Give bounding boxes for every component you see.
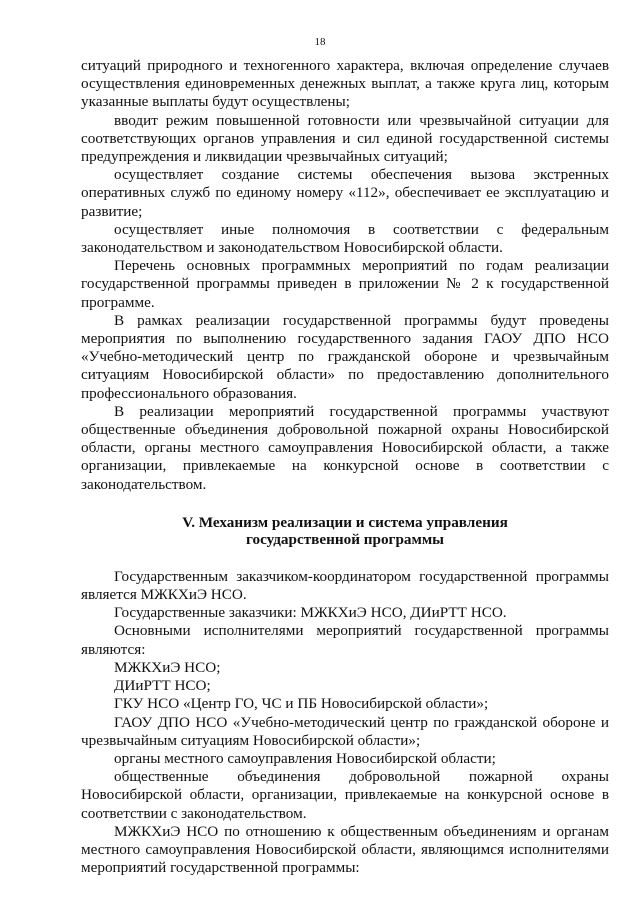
paragraph: ГАОУ ДПО НСО «Учебно-методический центр по гражданской обороне и чрезвычайным ситуациям Новосибирской области»; xyxy=(81,713,609,749)
page-number: 18 xyxy=(314,36,326,48)
paragraph: ДИиРТТ НСО; xyxy=(114,677,211,695)
paragraph: Государственные заказчики: МЖКХиЭ НСО, ДИиРТТ НСО. xyxy=(114,604,507,622)
paragraph: ситуаций природного и техногенного характера, включая определение случаев осуществления единовременных денежных выплат, а также круга лиц, которым указанные выплаты будут осуществлены; xyxy=(81,57,609,111)
section-heading xyxy=(81,514,609,548)
paragraph: Государственным заказчиком-координатором государственной программы является МЖКХиЭ НСО. xyxy=(81,567,609,604)
paragraphs-bottom xyxy=(81,568,609,877)
section-heading-line-2: государственной программы xyxy=(245,530,445,548)
paragraph: МЖКХиЭ НСО по отношению к общественным объединениям и органам местного самоуправления Новосибирской области, являющимся исполнителями мероприятий государственной программы: xyxy=(81,822,609,877)
paragraph: Перечень основных программных мероприятий по годам реализации государственной программы приведен в приложении № 2 к государственной программе. xyxy=(81,257,609,311)
paragraph: вводит режим повышенной готовности или чрезвычайной ситуации для соответствующих органов управления и сил единой государственной системы предупреждения и ликвидации чрезвычайных ситуаций; xyxy=(81,111,609,166)
paragraphs-top xyxy=(81,57,609,494)
paragraph: общественные объединения добровольной пожарной охраны Новосибирской области, организации, привлекаемые на конкурсной основе в соответствии с законодательством. xyxy=(81,768,609,822)
paragraph: ГКУ НСО «Центр ГО, ЧС и ПБ Новосибирской области»; xyxy=(114,695,489,713)
paragraph: осуществляет иные полномочия в соответствии с федеральным законодательством и законодательством Новосибирской области. xyxy=(81,220,609,257)
paragraph: осуществляет создание системы обеспечения вызова экстренных оперативных служб по единому номеру «112», обеспечивает ее эксплуатацию и развитие; xyxy=(81,166,609,220)
paragraph: В реализации мероприятий государственной программы участвуют общественные объединения добровольной пожарной охраны Новосибирской области, органы местного самоуправления Новосибирской области, а также организации, привлекаемые на конкурсной основе в соответствии с законодательством. xyxy=(81,402,609,493)
section-heading-line-1: V. Механизм реализации и система управления xyxy=(182,513,508,531)
paragraph: органы местного самоуправления Новосибирской области; xyxy=(114,749,496,767)
paragraph: Основными исполнителями мероприятий государственной программы являются: xyxy=(81,622,609,658)
paragraph: МЖКХиЭ НСО; xyxy=(114,658,221,676)
document-body xyxy=(81,57,609,877)
paragraph: В рамках реализации государственной программы будут проведены мероприятия по выполнению государственного задания ГАОУ ДПО НСО «Учебно-методический центр по гражданской обороне и чрезвычайным ситуациям Новосибирской области» по предоставлению дополнительного профессионального образования. xyxy=(81,311,609,402)
